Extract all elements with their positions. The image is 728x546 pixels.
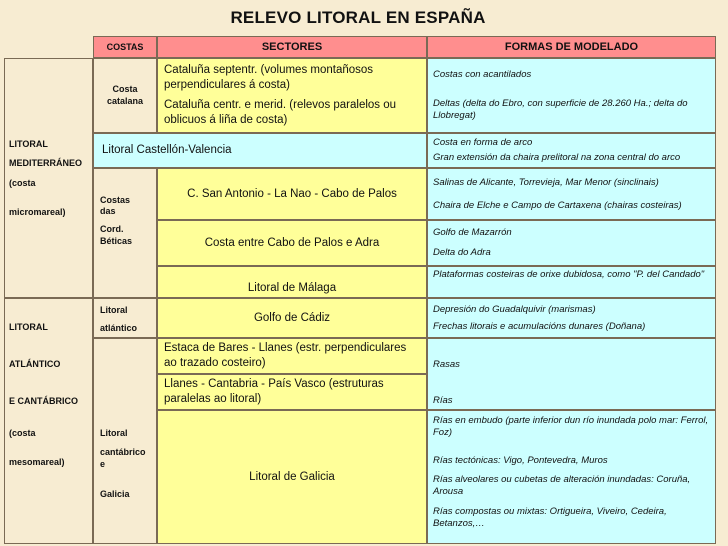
sector-text: Costa entre Cabo de Palos e Adra xyxy=(204,236,380,249)
form-text: Rías alveolares ou cubetas de alteración inundadas: Coruña, Arousa xyxy=(433,474,691,497)
costa-label: cantábrico xyxy=(100,447,146,457)
header-sectores: SECTORES xyxy=(157,36,427,58)
sector-text: Cataluña septentr. (volumes montañosos perpendiculares á costa) xyxy=(164,64,374,92)
form-text: Costa en forma de arco xyxy=(433,136,533,148)
region-label: LITORAL xyxy=(9,322,48,332)
forms-palos-adra xyxy=(427,220,716,266)
sector-text: Estaca de Bares - Llanes (estr. perpendiculares ao trazado costeiro) xyxy=(164,342,407,369)
sector-malaga xyxy=(157,266,427,298)
sector-cataluna xyxy=(157,58,427,133)
costa-label: Béticas xyxy=(100,236,133,246)
page-title: RELEVO LITORAL EN ESPAÑA xyxy=(230,8,486,27)
sector-text: Litoral Castellón-Valencia xyxy=(102,144,232,156)
costas-beticas xyxy=(93,168,157,298)
forms-castellon xyxy=(427,133,716,168)
costa-label: Costas xyxy=(100,195,131,205)
costa-label: Litoral xyxy=(100,305,128,315)
sector-text: Litoral de Málaga xyxy=(247,282,337,294)
sector-san-antonio xyxy=(157,168,427,220)
costa-label: das xyxy=(100,206,116,216)
costa-catalana xyxy=(93,58,157,133)
sector-galicia xyxy=(157,410,427,544)
header-formas: FORMAS DE MODELADO xyxy=(427,36,716,58)
form-text: Rías xyxy=(433,395,453,406)
form-text: Costas con acantilados xyxy=(433,69,532,81)
form-text: Chaira de Elche e Campo de Cartaxena (chairas costeiras) xyxy=(433,199,682,211)
sector-text: Golfo de Cádiz xyxy=(253,311,331,324)
costa-label: e xyxy=(100,459,106,469)
sector-llanes xyxy=(157,374,427,410)
costa-label: Litoral xyxy=(100,428,128,438)
forms-cataluna xyxy=(427,58,716,133)
region-label: E CANTÁBRICO xyxy=(9,396,78,406)
form-text: Rías compostas ou mixtas: Ortigueira, Viveiro, Cedeira, Betanzos,… xyxy=(433,506,667,529)
forms-cadiz xyxy=(427,298,716,338)
costa-label: Galicia xyxy=(100,489,130,499)
region-label: (costa xyxy=(9,428,36,438)
litoral-atlantico xyxy=(93,298,157,338)
sector-castellon xyxy=(93,133,427,168)
costa-label: catalana xyxy=(106,96,144,106)
forms-malaga xyxy=(427,266,716,298)
form-text: Rasas xyxy=(433,359,460,370)
sector-cadiz xyxy=(157,298,427,338)
costa-label: Costa xyxy=(112,84,138,94)
costa-label: Cord. xyxy=(100,224,124,234)
costa-label: atlántico xyxy=(100,323,138,333)
form-text: Plataformas costeiras de orixe dubidosa, como "P. del Candado" xyxy=(433,269,705,280)
region-label: micromareal) xyxy=(9,207,66,217)
region-atlantico xyxy=(4,298,93,544)
forms-cantabrico xyxy=(427,338,716,410)
form-text: Rías tectónicas: Vigo, Pontevedra, Muros xyxy=(433,455,608,466)
form-text: Delta do Adra xyxy=(433,247,491,258)
form-text: Golfo de Mazarrón xyxy=(433,227,512,238)
form-text: Deltas (delta do Ebro, con superficie de 28.260 Ha.; delta do Llobregat) xyxy=(433,97,688,121)
forms-galicia xyxy=(427,410,716,544)
sector-palos-adra xyxy=(157,220,427,266)
form-text: Frechas litorais e acumulacións dunares (Doñana) xyxy=(433,320,646,332)
header-costas: COSTAS xyxy=(93,36,157,58)
form-text: Depresión do Guadalquivir (marismas) xyxy=(433,303,596,315)
form-text: Salinas de Alicante, Torrevieja, Mar Menor (sinclinais) xyxy=(433,176,659,188)
form-text: Rías en embudo (parte inferior dun río inundada polo mar: Ferrol, Foz) xyxy=(433,415,709,438)
sector-text: Llanes - Cantabria - País Vasco (estruturas paralelas ao litoral) xyxy=(164,378,384,405)
region-label: ATLÁNTICO xyxy=(9,359,61,369)
region-mediterraneo xyxy=(4,58,93,298)
region-label: LITORAL xyxy=(9,139,48,149)
sector-text: C. San Antonio - La Nao - Cabo de Palos xyxy=(187,187,397,200)
form-text: Gran extensión da chaira prelitoral na zona central do arco xyxy=(433,152,681,164)
region-label: (costa xyxy=(9,178,36,188)
litoral-cantabrico xyxy=(93,338,157,544)
forms-san-antonio xyxy=(427,168,716,220)
sector-text: Cataluña centr. e merid. (relevos paralelos ou oblicuos á liña de costa) xyxy=(164,98,397,126)
sector-estaca xyxy=(157,338,427,374)
sector-text: Litoral de Galicia xyxy=(249,470,335,483)
region-label: MEDITERRÁNEO xyxy=(9,158,83,168)
region-label: mesomareal) xyxy=(9,457,65,467)
